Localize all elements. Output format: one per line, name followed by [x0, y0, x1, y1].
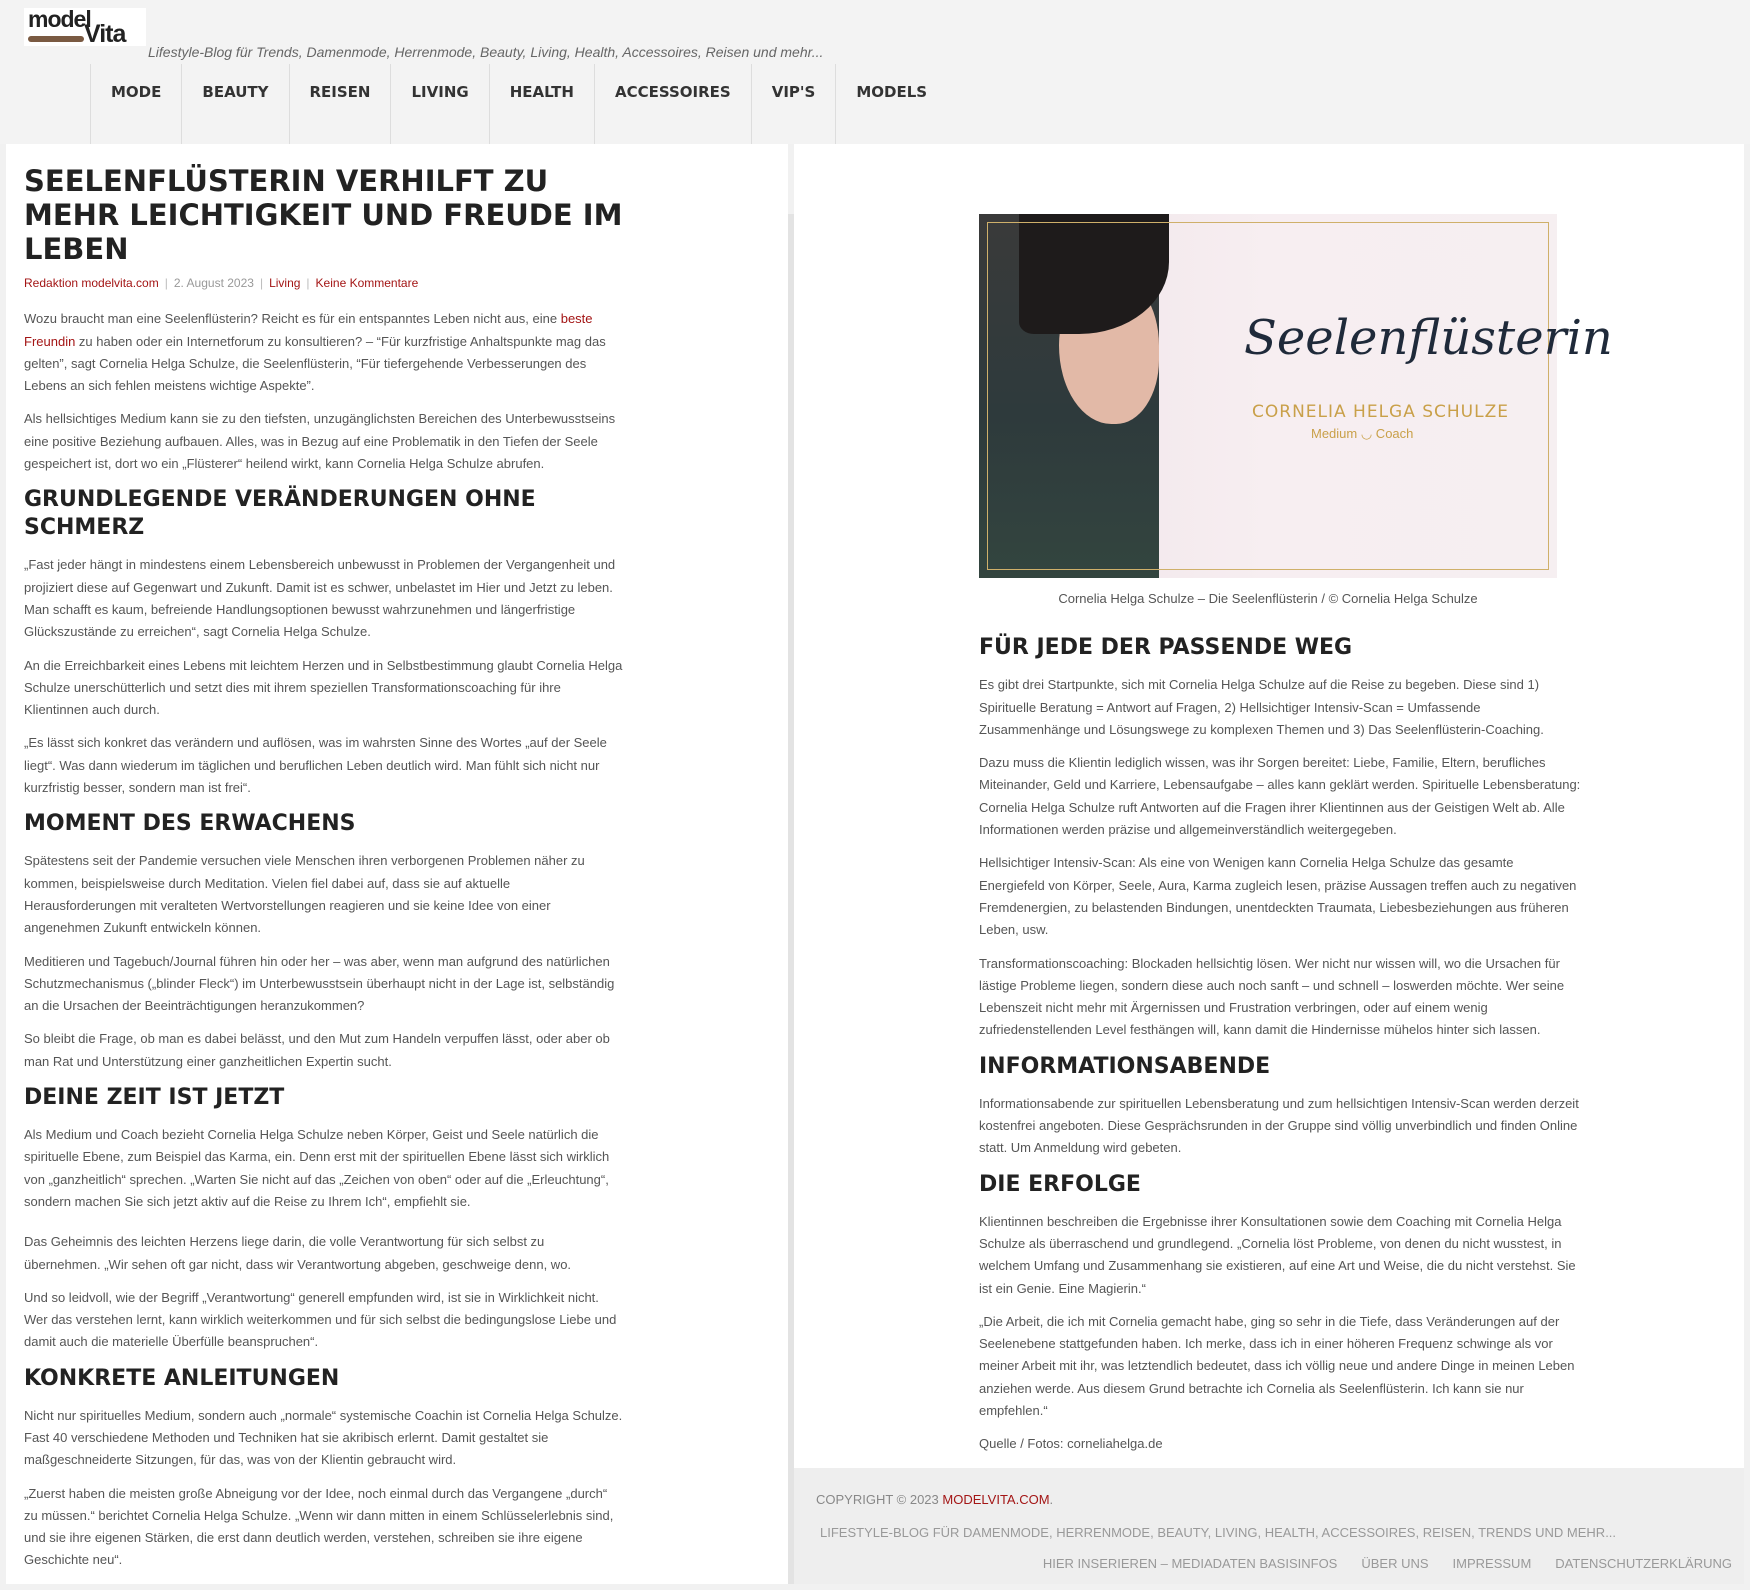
- paragraph: Als Medium und Coach bezieht Cornelia Helga Schulze neben Körper, Geist und Seele natürlich die spirituelle Ebene, zum Beispiel das Karma, ein. Denn erst mit der spirituellen Ebene lässt sich wirklich von „ganzheitlich“ sprechen. „Warten Sie nicht auf das „Zeichen von oben“ oder auf die „Erleuchtung“, sondern machen Sie sich jetzt aktiv auf die Reise zu Ihrem Ich“, empfiehlt sie.: [24, 1127, 610, 1209]
- section-heading: DIE ERFOLGE: [979, 1171, 1141, 1197]
- paragraph: Nicht nur spirituelles Medium, sondern auch „normale“ systemische Coachin ist Cornelia Helga Schulze. Fast 40 verschiedene Methoden und Techniken hat sie akribisch erlernt. Damit gestaltet sie maßgeschneiderte Sitzungen, für das, was von der Klientin gebraucht wird.: [24, 1407, 623, 1468]
- section-heading: DEINE ZEIT IST JETZT: [24, 1085, 285, 1111]
- article-meta: Redaktion modelvita.com | 2. August 2023 | Living | Keine Kommentare: [24, 276, 419, 290]
- paragraph: Transformationscoaching: Blockaden hellsichtig lösen. Wer nicht nur wissen will, wo die Ursachen für lästige Probleme liegen, sondern diese auch noch sanft – und schnell – loswerden möchte. Wer seine Lebenszeit nicht mehr mit Ärgernissen und Frustration verbringen, oder auf einem wenig zufriedenstellenden Level festhängen will, kann damit die Hindernisse mühelos hinter sich lassen.: [979, 955, 1565, 1038]
- nav-item-accessoires[interactable]: ACCESSOIRES: [594, 64, 751, 144]
- article-image[interactable]: [979, 214, 1613, 578]
- main-nav: [90, 64, 947, 144]
- nav-item-models[interactable]: MODELS: [835, 64, 947, 144]
- paragraph: „Es lässt sich konkret das verändern und auflösen, was im wahrsten Sinne des Wortes „auf der Seele liegt“. Was dann wiederum im täglichen und beruflichen Leben deutlich wird. Man fühlt sich nicht nur kurzfristig besser, sondern man ist frei“.: [24, 735, 607, 796]
- logo-word-vita: Vita: [84, 20, 126, 48]
- beste-freundin-link[interactable]: beste Freundin: [24, 311, 593, 349]
- section-heading: MOMENT DES ERWACHENS: [24, 811, 356, 837]
- image-name: CORNELIA HELGA SCHULZE: [1252, 402, 1509, 422]
- article-left-column: [24, 164, 624, 1583]
- site-header: [0, 0, 1750, 144]
- section-heading: GRUNDLEGENDE VERÄNDERUNGEN OHNE SCHMERZ: [24, 487, 536, 541]
- image-role: Medium ◡ Coach: [1311, 426, 1414, 441]
- paragraph: Klientinnen beschreiben die Ergebnisse ihrer Konsultationen sowie dem Coaching mit Cornelia Helga Schulze als überraschend und grundlegend. „Cornelia löst Probleme, von denen du nicht wusstest, in welchem Umfang und Zusammenhang sie existieren, auf eine Art und Weise, die du nicht verstehst. Sie ist ein Genie. Eine Magierin.“: [979, 1213, 1576, 1296]
- author-link[interactable]: Redaktion modelvita.com: [24, 276, 159, 290]
- paragraph: „Die Arbeit, die ich mit Cornelia gemacht habe, ging so sehr in die Tiefe, dass Veränderungen auf der Seelenebene stattgefunden haben. Ich merke, dass ich in einer höheren Frequenz schwinge als vor meiner Arbeit mit ihr, was letztendlich bedeutet, dass ich völlig neue und andere Dinge in meinen Leben anziehen werde. Aus diesem Grund betrachte ich Cornelia als Seelenflüsterin. Ich kann sie nur empfehlen.“: [979, 1313, 1575, 1419]
- article-date: 2. August 2023: [173, 276, 254, 290]
- nav-item-reisen[interactable]: REISEN: [289, 64, 391, 144]
- paragraph: Hellsichtiger Intensiv-Scan: Als eine von Wenigen kann Cornelia Helga Schulze das gesamte Energiefeld von Körper, Seele, Aura, Karma zugleich lesen, präzise Aussagen treffen auch zu negativen Fremdenergien, zu belastenden Bindungen, unentdeckten Traumata, Liebesbeziehungen aus früheren Leben, usw.: [979, 855, 1577, 938]
- comments-link[interactable]: Keine Kommentare: [315, 276, 419, 290]
- paragraph: So bleibt die Frage, ob man es dabei belässt, und den Mut zum Handeln verpuffen lässt, oder aber ob man Rat und Unterstützung einer ganzheitlichen Expertin sucht.: [24, 1031, 610, 1069]
- footer-tagline: LIFESTYLE-BLOG FÜR DAMENMODE, HERRENMODE, BEAUTY, LIVING, HEALTH, ACCESSOIRES, REISEN, TRENDS UND MEHR...: [820, 1525, 1617, 1540]
- paragraph: Dazu muss die Klientin lediglich wissen, was ihr Sorgen bereitet: Liebe, Familie, Eltern, berufliches Miteinander, Geld und Karriere, Lebensaufgabe – alles kann geklärt werden. Spirituelle Lebensberatung: Cornelia Helga Schulze ruft Antworten auf die Fragen ihrer Klientinnen aus der Geistigen Welt ab. Alle Informationen werden präzise und allgemeinverständlich weitergegeben.: [979, 755, 1581, 838]
- footer-links: [1043, 1556, 1732, 1571]
- site-tagline: Lifestyle-Blog für Trends, Damenmode, Herrenmode, Beauty, Living, Health, Accessoires, Reisen und mehr...: [148, 44, 824, 60]
- footer-link-mediadaten[interactable]: HIER INSERIEREN – MEDIADATEN BASISINFOS: [1042, 1556, 1338, 1571]
- logo-bar: [28, 36, 84, 42]
- image-gold-frame: [987, 222, 1549, 570]
- paragraph: Spätestens seit der Pandemie versuchen viele Menschen ihren verborgenen Problemen näher zu kommen, beispielsweise durch Meditation. Vielen fiel dabei auf, dass sie auf aktuelle Herausforderungen mit veralteten Wertvorstellungen reagieren und sie keine Idee von einer angenehmen Zukunft entwickeln können.: [24, 853, 585, 936]
- logo-word-model: model: [28, 6, 91, 32]
- nav-item-health[interactable]: HEALTH: [489, 64, 594, 144]
- nav-item-vips[interactable]: VIP'S: [751, 64, 836, 144]
- paragraph: „Fast jeder hängt in mindestens einem Lebensbereich unbewusst in Problemen der Vergangenheit und projiziert diese auf Gegenwart und Zukunft. Damit ist es schwer, unbelastet im Hier und Jetzt zu leben. Man schafft es kaum, befreiende Handlungsoptionen bewusst wahrzunehmen und längerfristige Glückszustände zu erreichen“, sagt Cornelia Helga Schulze.: [24, 557, 616, 640]
- paragraph: Meditieren und Tagebuch/Journal führen hin oder her – was aber, wenn man aufgrund des natürlichen Schutzmechanismus („blinder Fleck“) im Unterbewusstsein überhaupt nicht in der Lage ist, selbständig an die Ursachen der Beeinträchtigungen heranzukommen?: [24, 953, 615, 1014]
- image-script-title: Seelenflüsterin: [1244, 310, 1613, 366]
- footer-link-impressum[interactable]: IMPRESSUM: [1452, 1556, 1532, 1571]
- paragraph: Als hellsichtiges Medium kann sie zu den tiefsten, unzugänglichsten Bereichen des Unterbewusstseins eine positive Beziehung aufbauen. Alles, was in Bezug auf eine Problematik in den Tiefen der Seele gespeichert ist, dort wo ein „Flüsterer“ heilend wirkt, kann Cornelia Helga Schulze abrufen.: [24, 411, 616, 472]
- paragraph: Es gibt drei Startpunkte, sich mit Cornelia Helga Schulze auf die Reise zu begeben. Diese sind 1) Spirituelle Beratung = Antwort auf Fragen, 2) Hellsichtiger Intensiv-Scan = Umfassende Zusammenhänge und Lösungswege zu komplexen Themen und 3) Das Seelenflüsterin-Coaching.: [979, 677, 1544, 737]
- site-logo[interactable]: [24, 8, 146, 46]
- nav-item-beauty[interactable]: BEAUTY: [181, 64, 288, 144]
- paragraph: Informationsabende zur spirituellen Lebensberatung und zum hellsichtigen Intensiv-Scan werden derzeit kostenfrei angeboten. Diese Gesprächsrunden in der Gruppe sind völlig unverbindlich und finden Online statt. Um Anmeldung wird gebeten.: [979, 1095, 1579, 1156]
- category-link[interactable]: Living: [269, 276, 301, 290]
- nav-item-living[interactable]: LIVING: [390, 64, 488, 144]
- footer-link-datenschutz[interactable]: DATENSCHUTZERKLÄRUNG: [1555, 1556, 1732, 1571]
- footer-link-ueber-uns[interactable]: ÜBER UNS: [1361, 1556, 1429, 1571]
- paragraph: Und so leidvoll, wie der Begriff „Verantwortung“ generell empfunden wird, ist sie in Wirklichkeit nicht. Wer das verstehen lernt, kann wirklich weiterkommen und für sich selbst die bedingungslose Liebe und damit auch die materielle Überfülle beanspruchen“.: [24, 1289, 617, 1350]
- section-heading: INFORMATIONSABENDE: [979, 1053, 1271, 1079]
- footer-copyright: COPYRIGHT © 2023 MODELVITA.COM.: [816, 1492, 1054, 1507]
- paragraph: Das Geheimnis des leichten Herzens liege darin, die volle Verantwortung für sich selbst zu übernehmen. „Wir sehen oft gar nicht, dass wir Verantwortung abgeben, geschweige denn, wo.: [24, 1234, 572, 1272]
- paragraph: An die Erreichbarkeit eines Lebens mit leichtem Herzen und in Selbstbestimmung glaubt Cornelia Helga Schulze unerschütterlich und setzt dies mit ihrem speziellen Transformationscoaching für ihre Klientinnen auch durch.: [24, 657, 623, 718]
- section-heading: KONKRETE ANLEITUNGEN: [24, 1365, 340, 1391]
- paragraph: „Zuerst haben die meisten große Abneigung vor der Idee, noch einmal durch das Vergangene „durch“ zu müssen.“ berichtet Cornelia Helga Schulze. „Wenn wir dann mitten in einem Schlüsselerlebnis sind, und sie ihre eigenen Stärken, die erst dann deutlich werden, verstehen, schreiben sie ihre eigene Geschichte neu“.: [24, 1485, 614, 1568]
- footer-brand-link[interactable]: MODELVITA.COM: [942, 1492, 1050, 1507]
- article-right-column: [979, 214, 1613, 1467]
- site-footer: [794, 1468, 1744, 1584]
- paragraph-intro: Wozu braucht man eine Seelenflüsterin? Reicht es für ein entspanntes Leben nicht aus, eine beste Freundin zu haben oder ein Internetforum zu konsultieren? – “Für kurzfristige Anhaltspunkte mag das gelten”, sagt Cornelia Helga Schulze, die Seelenflüsterin, “Für tiefergehende Verbesserungen des Lebens an sich fehlen meistens wichtige Aspekte”.: [24, 311, 606, 394]
- nav-item-mode[interactable]: MODE: [90, 64, 181, 144]
- section-heading: FÜR JEDE DER PASSENDE WEG: [979, 635, 1353, 661]
- article-title: SEELENFLÜSTERIN VERHILFT ZU MEHR LEICHTIGKEIT UND FREUDE IM LEBEN: [24, 164, 623, 266]
- source-line: Quelle / Fotos: corneliahelga.de: [979, 1436, 1163, 1452]
- image-caption: Cornelia Helga Schulze – Die Seelenflüsterin / © Cornelia Helga Schulze: [1058, 591, 1478, 606]
